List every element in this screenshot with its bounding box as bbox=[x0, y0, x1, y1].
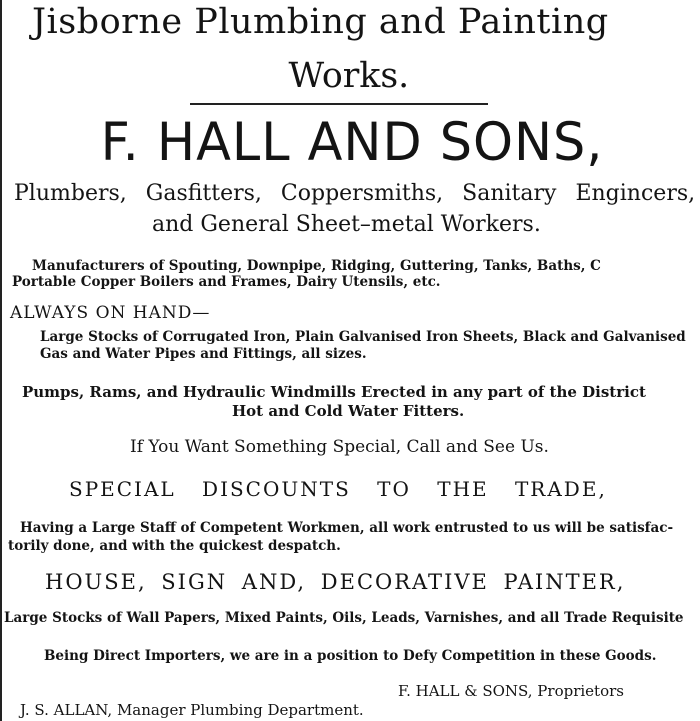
wall-papers-line: Large Stocks of Wall Papers, Mixed Paints, Oils, Leads, Varnishes, and all Trade Requisite bbox=[4, 610, 684, 626]
discounts-line: SPECIAL DISCOUNTS TO THE TRADE, bbox=[69, 477, 607, 501]
pumps-line-2: Hot and Cold Water Fitters. bbox=[232, 402, 465, 420]
proprietors-signature: F. HALL & SONS, Proprietors bbox=[398, 682, 624, 700]
trades-line-2: and General Sheet–metal Workers. bbox=[152, 212, 541, 237]
stocks-line-2: Gas and Water Pipes and Fittings, all sizes. bbox=[40, 346, 367, 362]
manufacturers-line-2: Portable Copper Boilers and Frames, Dairy Utensils, etc. bbox=[12, 274, 441, 290]
stocks-line-1: Large Stocks of Corrugated Iron, Plain Galvanised Iron Sheets, Black and Galvanised bbox=[40, 329, 686, 345]
heading-line-1: Jisborne Plumbing and Painting bbox=[32, 2, 609, 42]
pumps-line-1: Pumps, Rams, and Hydraulic Windmills Erected in any part of the District bbox=[22, 383, 646, 401]
heading-divider bbox=[190, 103, 488, 105]
painter-heading: HOUSE, SIGN AND, DECORATIVE PAINTER, bbox=[45, 570, 626, 594]
always-on-hand-heading: ALWAYS ON HAND— bbox=[10, 303, 211, 323]
direct-importers-line: Being Direct Importers, we are in a position to Defy Competition in these Goods. bbox=[44, 648, 657, 664]
firm-name: F. HALL AND SONS, bbox=[100, 112, 604, 173]
staff-line-2: torily done, and with the quickest despatch. bbox=[8, 538, 341, 554]
manufacturers-line-1: Manufacturers of Spouting, Downpipe, Ridging, Guttering, Tanks, Baths, C bbox=[32, 258, 601, 274]
staff-line-1: Having a Large Staff of Competent Workmen, all work entrusted to us will be satisfac- bbox=[20, 520, 674, 536]
manager-line: J. S. ALLAN, Manager Plumbing Department. bbox=[20, 701, 364, 719]
trades-line-1: Plumbers, Gasfitters, Coppersmiths, Sanitary Engincers, bbox=[14, 181, 696, 206]
special-line: If You Want Something Special, Call and See Us. bbox=[130, 437, 549, 457]
heading-line-2: Works. bbox=[288, 56, 410, 96]
